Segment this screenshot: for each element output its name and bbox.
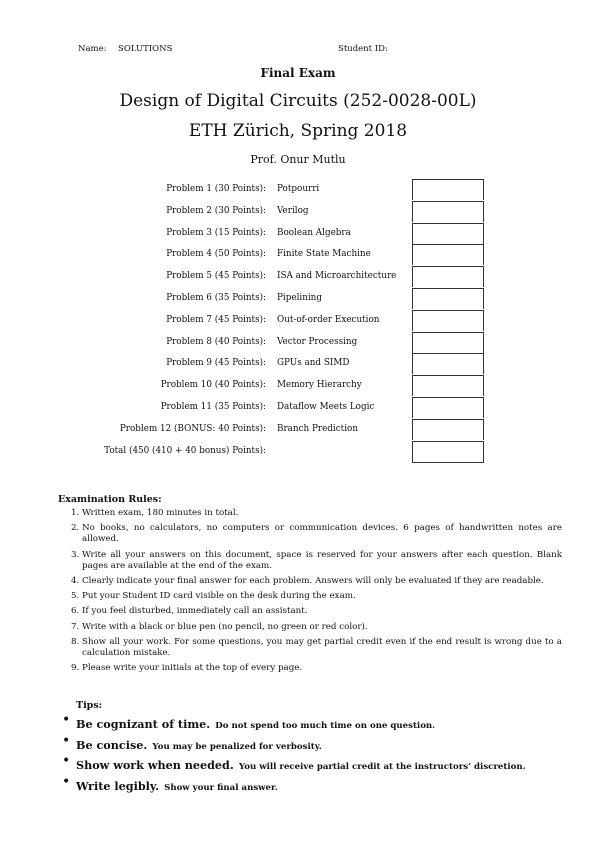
course-title: Design of Digital Circuits (252-0028-00L) [119, 91, 477, 111]
total-label: Total (450 (410 + 40 bonus) Points): [104, 445, 266, 456]
total-score-box[interactable] [412, 441, 484, 463]
bullet-icon: • [62, 773, 71, 790]
bullet-icon: • [62, 753, 71, 769]
problem-label: Problem 5 (45 Points): [166, 271, 266, 282]
tip-sub: You may be penalized for verbosity. [152, 741, 322, 752]
problem-row [0, 179, 596, 201]
problem-row [0, 244, 596, 266]
score-box[interactable] [412, 353, 484, 374]
name-label: Name: [78, 44, 107, 54]
tip-item [62, 753, 576, 773]
rule-item: 3. Write all your answers on this document, space is reserved for your answers after each question. Blank pages are available at the end of the exam. [82, 550, 562, 572]
problem-row [0, 332, 596, 354]
problem-topic: Branch Prediction [277, 423, 358, 434]
score-box[interactable] [412, 419, 484, 440]
rules-list [58, 508, 562, 679]
problem-label: Problem 1 (30 Points): [166, 184, 266, 194]
bullet-icon: • [62, 712, 71, 728]
bullet-icon: • [62, 732, 71, 749]
score-box[interactable] [412, 244, 484, 265]
rule-item: 5. Put your Student ID card visible on the desk during the exam. [82, 591, 562, 602]
tip-sub: Do not spend too much time on one question. [215, 721, 436, 731]
problem-topic: Pipelining [277, 293, 322, 303]
tip-item [62, 712, 576, 732]
problem-row [0, 201, 596, 223]
problem-label: Problem 2 (30 Points): [166, 205, 266, 216]
problem-row [0, 353, 596, 375]
problem-label: Problem 7 (45 Points): [166, 314, 266, 325]
tip-item [62, 732, 576, 753]
total-row [0, 441, 596, 463]
problem-row [0, 375, 596, 397]
rule-item: 8. Show all your work. For some questions, you may get partial credit even if the end result is wrong due to a calculation mistake. [82, 637, 562, 659]
rule-item: 4. Clearly indicate your final answer for each problem. Answers will only be evaluated if they are readable. [82, 576, 562, 587]
rule-item: 7. Write with a black or blue pen (no pencil, no green or red color). [82, 622, 562, 633]
score-box[interactable] [412, 223, 484, 244]
tip-main: Be cognizant of time. [76, 717, 211, 731]
problem-topic: Vector Processing [277, 336, 358, 347]
problem-topic: Dataflow Meets Logic [277, 402, 375, 412]
tip-sub: You will receive partial credit at the instructors’ discretion. [238, 762, 526, 772]
problem-label: Problem 9 (45 Points): [166, 358, 266, 369]
problem-label: Problem 8 (40 Points): [166, 336, 266, 347]
tip-item [62, 773, 576, 794]
problem-label: Problem 11 (35 Points): [160, 402, 266, 412]
problem-row [0, 266, 596, 288]
problem-row [0, 223, 596, 245]
problem-topic: Verilog [277, 205, 309, 216]
problem-topic: Potpourri [277, 184, 320, 194]
problem-label: Problem 3 (15 Points): [166, 227, 266, 238]
problem-topic: Memory Hierarchy [277, 380, 362, 391]
problem-row [0, 397, 596, 419]
problem-row [0, 310, 596, 332]
score-box[interactable] [412, 201, 484, 222]
rule-item: 6. If you feel disturbed, immediately call an assistant. [82, 606, 562, 617]
problem-label: Problem 12 (BONUS: 40 Points): [119, 423, 266, 434]
term-title: ETH Zürich, Spring 2018 [188, 121, 408, 141]
rule-item: 2. No books, no calculators, no computers or communication devices. 6 pages of handwritten notes are allowed. [82, 523, 562, 545]
name-value: SOLUTIONS [118, 44, 173, 54]
score-box[interactable] [412, 266, 484, 287]
rule-item: 9. Please write your initials at the top of every page. [82, 663, 562, 674]
score-box[interactable] [412, 397, 484, 418]
rule-item: 1. Written exam, 180 minutes in total. [82, 508, 562, 519]
score-box[interactable] [412, 310, 484, 331]
rules-title: Examination Rules: [58, 494, 162, 505]
student-id-label: Student ID: [338, 44, 388, 54]
score-box[interactable] [412, 375, 484, 396]
tip-main: Write legibly. [76, 778, 160, 793]
score-box[interactable] [412, 288, 484, 309]
exam-type: Final Exam [260, 66, 336, 80]
tips-list [58, 713, 576, 795]
professor: Prof. Onur Mutlu [250, 153, 346, 166]
tip-main: Be concise. [76, 737, 148, 752]
tips-title: Tips: [76, 700, 103, 711]
problem-label: Problem 6 (35 Points): [166, 293, 266, 303]
tip-sub: Show your final answer. [164, 782, 278, 793]
tip-main: Show work when needed. [76, 758, 234, 772]
problem-topic: Finite State Machine [277, 249, 371, 260]
problem-label: Problem 4 (50 Points): [166, 249, 266, 260]
problem-topic: GPUs and SIMD [277, 358, 350, 369]
problem-row [0, 419, 596, 441]
score-box[interactable] [412, 332, 484, 353]
problem-topic: Boolean Algebra [277, 227, 351, 238]
problem-topic: ISA and Microarchitecture [277, 271, 397, 282]
problem-row [0, 288, 596, 310]
problem-topic: Out-of-order Execution [277, 314, 380, 325]
problem-label: Problem 10 (40 Points): [160, 380, 266, 391]
score-box[interactable] [412, 179, 484, 200]
